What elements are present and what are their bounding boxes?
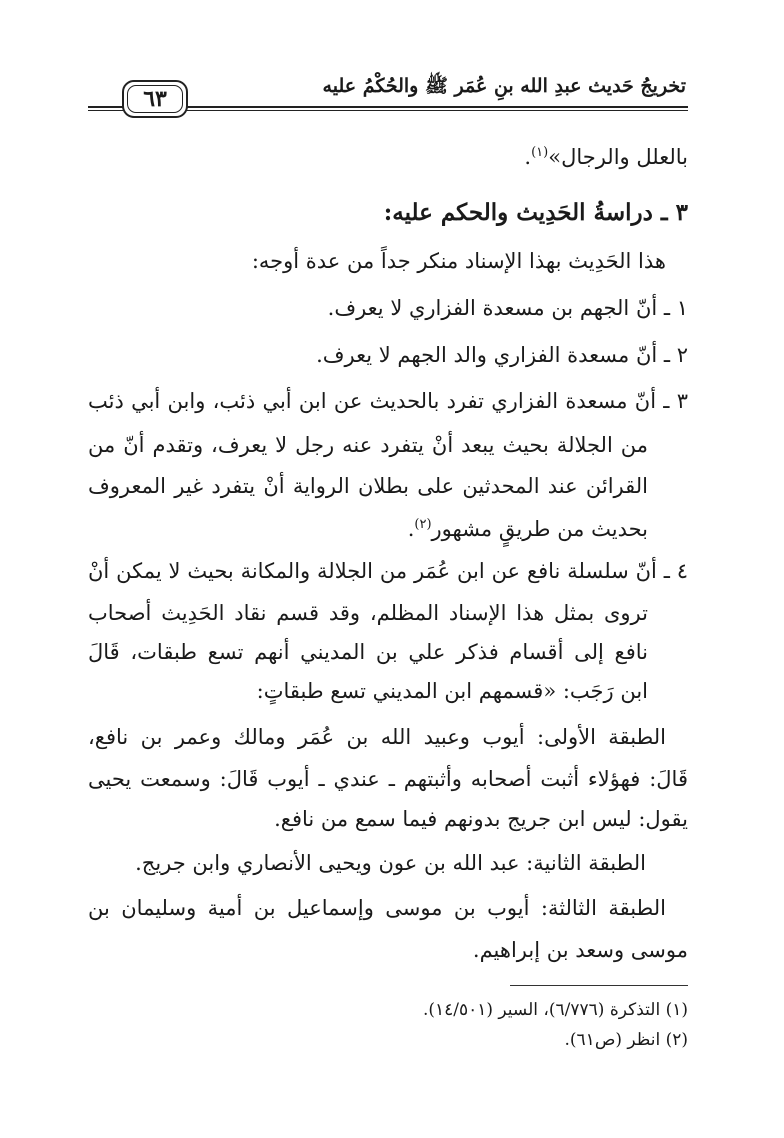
list-item-4-line-3: نافع إلى أقسام فذكر علي بن المديني أنهم تسع طبقات، قَالَ	[88, 640, 648, 664]
list-item-4-line-1: ٤ ـ أنّ سلسلة نافع عن ابن عُمَر من الجلالة والمكانة بحيث لا يمكن أنْ	[88, 559, 688, 583]
section-heading: ٣ ـ دراسةُ الحَدِيث والحكم عليه:	[383, 199, 688, 226]
quote-line-5: الطبقة الثالثة: أيوب بن موسى وإسماعيل بن أمية وسليمان بن	[88, 896, 666, 920]
footnote-marker-1: (١)	[531, 145, 549, 160]
page-number-box	[122, 80, 188, 118]
text-span: بالعلل والرجال»	[548, 145, 688, 169]
quote-line-2: قَالَ: فهؤلاء أثبت أصحابه وأثبتهم ـ عندي ـ أيوب قَالَ: وسمعت يحيى	[88, 767, 688, 791]
text-span-end: .	[524, 145, 532, 169]
footnote-rule	[510, 985, 688, 986]
text-span-end: .	[407, 517, 415, 541]
list-item-4-line-2: تروى بمثل هذا الإسناد المظلم، وقد قسم نقاد الحَدِيث أصحاب	[88, 601, 648, 625]
footnote-1: (١) التذكرة (٦/٧٧٦)، السير (١٤/٥٠١).	[422, 1000, 688, 1020]
footnote-marker-2: (٢)	[414, 517, 432, 532]
text-span: بحديث من طريقٍ مشهور	[431, 517, 648, 541]
quote-line-4: الطبقة الثانية: عبد الله بن عون ويحيى الأنصاري وابن جريج.	[135, 851, 646, 875]
quote-line-6: موسى وسعد بن إبراهيم.	[472, 938, 688, 962]
page-number: ٦٣	[143, 86, 167, 112]
text-line-intro: هذا الحَدِيث بهذا الإسناد منكر جداً من عدة أوجه:	[251, 249, 666, 273]
running-title: تخريجُ حَديث عبدِ الله بنِ عُمَر ﷺ والحُكْمُ عليه	[322, 75, 686, 97]
list-item-3-line-2: من الجلالة بحيث يبعد أنْ يتفرد عنه رجل لا يعرف، وتقدم أنّ من	[88, 433, 648, 457]
list-item-3-line-3: القرائن عند المحدثين على بطلان الرواية أنْ يتفرد غير المعروف	[88, 474, 648, 498]
list-item-3-line-4	[88, 510, 648, 544]
footnote-2: (٢) انظر (ص٦١).	[564, 1030, 688, 1050]
quote-line-1: الطبقة الأولى: أيوب وعبيد الله بن عُمَر ومالك وعمر بن نافع،	[88, 725, 666, 749]
list-item-3-line-1: ٣ ـ أنّ مسعدة الفزاري تفرد بالحديث عن ابن أبي ذئب، وابن أبي ذئب	[88, 389, 688, 413]
text-line-continuation	[88, 138, 688, 172]
quote-line-3: يقول: ليس ابن جريج بدونهم فيما سمع من نافع.	[274, 807, 688, 831]
list-item-1: ١ ـ أنّ الجهم بن مسعدة الفزاري لا يعرف.	[327, 296, 688, 320]
list-item-4-line-4: ابن رَجَب: «قسمهم ابن المديني تسع طبقاتٍ:	[256, 679, 648, 703]
list-item-2: ٢ ـ أنّ مسعدة الفزاري والد الجهم لا يعرف.	[316, 343, 688, 367]
